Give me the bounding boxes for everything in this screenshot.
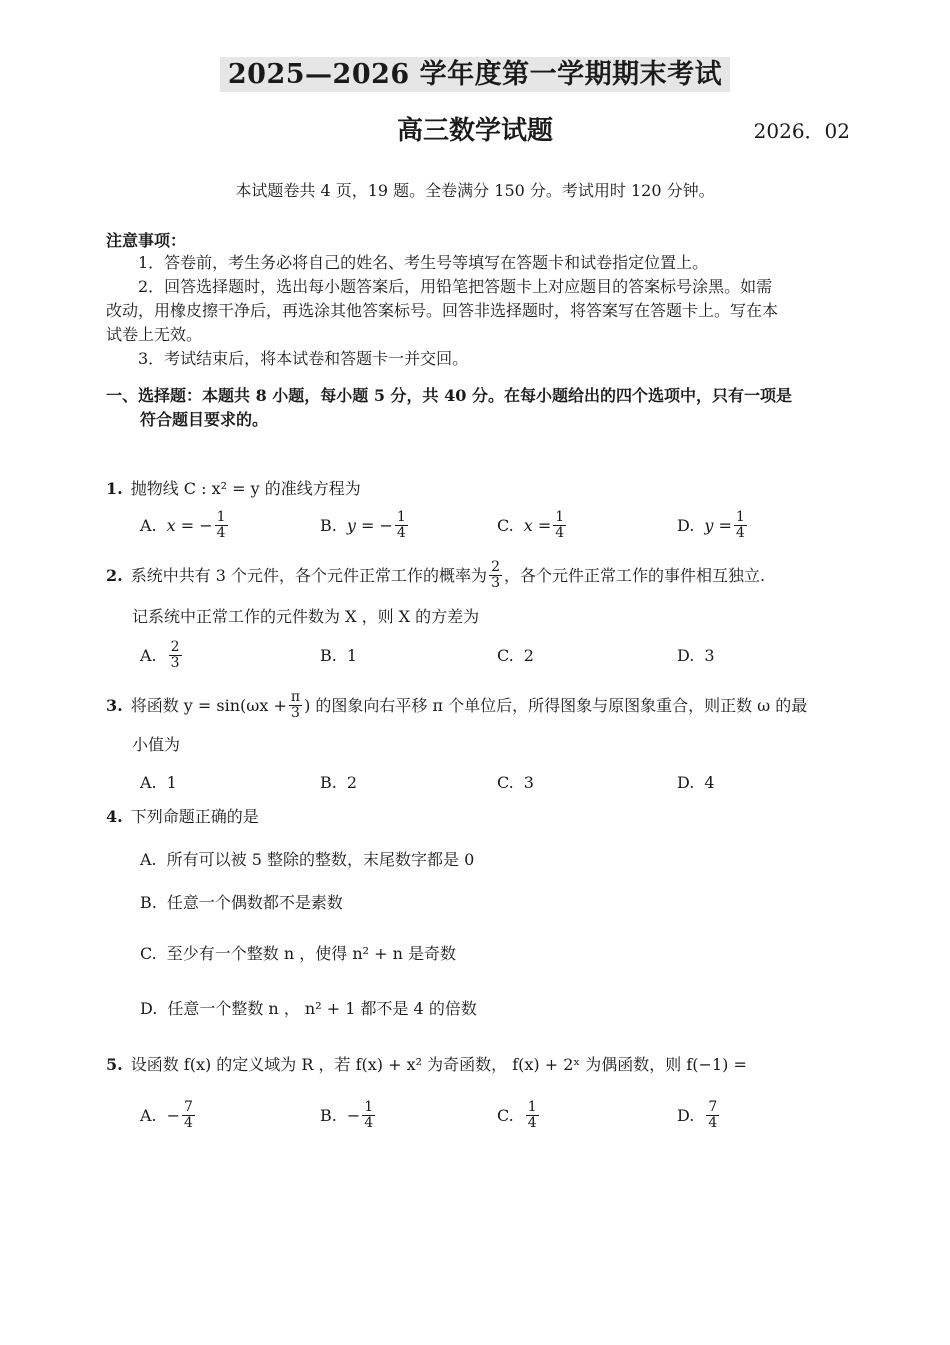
fraction: $\frac{1}{4}$ [396,509,406,541]
question-4-stem: 4. 下列命题正确的是 [106,807,259,826]
note-item-3: 3．考试结束后，将本试卷和答题卡一并交回。 [138,349,469,368]
exam-info: 本试题卷共 4 页，19 题。全卷满分 150 分。考试用时 120 分钟。 [235,181,715,200]
question-1-option-d: D. y = $\frac{1}{4}$ [677,509,745,541]
question-5-option-d: D. $\frac{7}{4}$ [677,1099,718,1131]
question-5-stem: 5. 设函数 f(x) 的定义域为 R ，若 f(x) + x² 为奇函数， f(x) + 2ˣ 为偶函数，则 f(−1) = [106,1055,747,1074]
note-item-2a: 2．回答选择题时，选出每小题答案后，用铅笔把答题卡上对应题目的答案标号涂黑。如需 [138,277,773,296]
question-3-option-a: A. 1 [140,773,177,792]
question-4-option-c: C. 至少有一个整数 n ，使得 n² + n 是奇数 [140,944,457,963]
fraction: $\frac{2}{3}$ [170,639,180,671]
section-heading: 一、选择题：本题共 8 小题，每小题 5 分，共 40 分。在每小题给出的四个选项中，只有一项是 [106,386,792,405]
question-2-option-b: B. 1 [320,646,358,665]
note-item-2b: 改动，用橡皮擦干净后，再选涂其他答案标号。回答非选择题时，将答案写在答题卡上。写在本 [106,301,779,320]
question-1-option-a: A. x = − $\frac{1}{4}$ [140,509,226,541]
question-1-option-c: C. x = $\frac{1}{4}$ [497,509,565,541]
notes-title: 注意事项： [106,231,187,250]
fraction: $\frac{7}{4}$ [184,1099,193,1131]
question-3-option-c: C. 3 [497,773,534,792]
question-5-option-c: C. $\frac{1}{4}$ [497,1099,537,1131]
fraction: $\frac{7}{4}$ [708,1099,718,1131]
question-3-option-d: D. 4 [677,773,715,792]
fraction: $\frac{1}{4}$ [735,509,745,541]
exam-title: 2025—2026 学年度第一学期期末考试 [0,52,950,91]
exam-subtitle: 高三数学试题 [396,116,553,146]
question-3-option-b: B. 2 [320,773,358,792]
question-1-option-b: B. y = − $\frac{1}{4}$ [320,509,406,541]
question-1-stem: 1. 抛物线 C : x² = y 的准线方程为 [106,479,361,498]
fraction: $\frac{\pi}{3}$ [290,689,301,721]
question-4-option-d: D. 任意一个整数 n ， n² + 1 都不是 4 的倍数 [140,999,477,1018]
section-heading-cont: 符合题目要求的。 [140,410,269,429]
note-item-1: 1．答卷前，考生务必将自己的姓名、考生号等填写在答题卡和试卷指定位置上。 [138,253,709,272]
fraction: $\frac{1}{4}$ [216,509,226,541]
question-2-option-d: D. 3 [677,646,715,665]
question-3-stem-cont: 小值为 [132,735,181,754]
fraction: $\frac{1}{4}$ [527,1099,537,1131]
question-4-option-a: A. 所有可以被 5 整除的整数，末尾数字都是 0 [140,850,475,869]
question-2-option-a: A. $\frac{2}{3}$ [140,639,180,671]
question-2-option-c: C. 2 [497,646,534,665]
exam-date: 2026．02 [753,119,850,143]
note-item-2c: 试卷上无效。 [106,325,203,344]
fraction: $\frac{1}{4}$ [364,1099,374,1131]
question-2-stem: 2. 系统中共有 3 个元件，各个元件正常工作的概率为 $\frac{2}{3}$ ，各个元件正常工作的事件相互独立. [106,559,766,591]
question-3-stem: 3. 将函数 y = sin(ωx + $\frac{\pi}{3}$ ) 的图象向右平移 π 个单位后，所得图象与原图象重合，则正数 ω 的最 [106,689,808,721]
fraction: $\frac{1}{4}$ [555,509,565,541]
question-2-stem-cont: 记系统中正常工作的元件数为 X ，则 X 的方差为 [132,607,480,626]
fraction: $\frac{2}{3}$ [491,559,500,591]
question-4-option-b: B. 任意一个偶数都不是素数 [140,893,343,912]
question-5-option-b: B. − $\frac{1}{4}$ [320,1099,374,1131]
question-5-option-a: A. − $\frac{7}{4}$ [140,1099,193,1131]
